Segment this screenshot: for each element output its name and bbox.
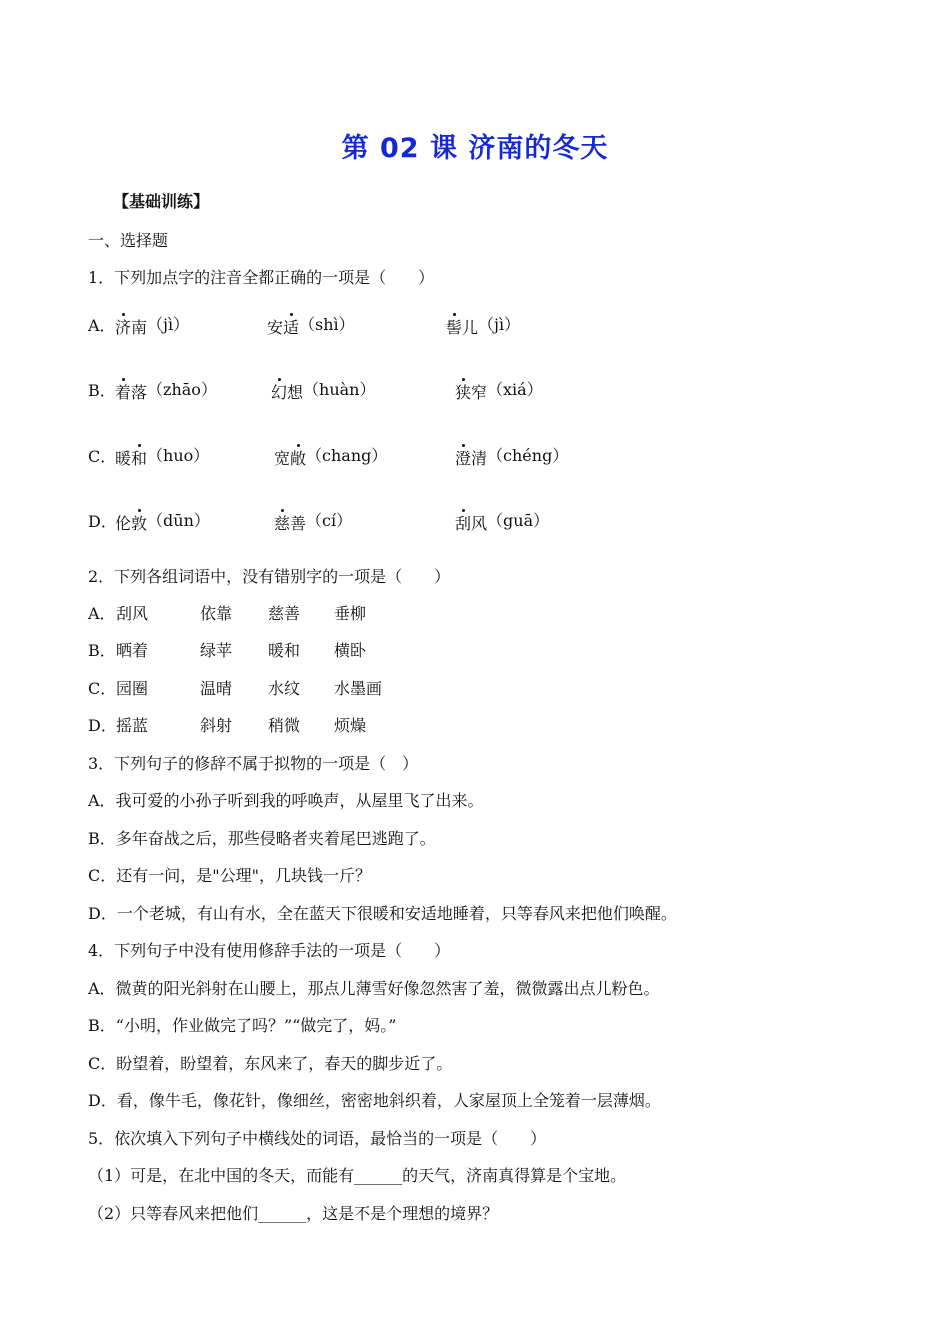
- q1-option-d-item-3: 刮风（guā）: [455, 511, 550, 533]
- q1-option-c-letter: C．: [88, 447, 117, 466]
- q1-option-a-item-3: 髻儿（jì）: [446, 315, 521, 337]
- q1-option-c-item-3: 澄清（chéng）: [455, 446, 569, 468]
- q2-stem: 2．下列各组词语中，没有错别字的一项是（ ）: [88, 567, 451, 586]
- q1-option-b-item-2: 幻想（huàn）: [271, 380, 376, 402]
- q4-option-c: C．盼望着，盼望着，东风来了，春天的脚步近了。: [88, 1054, 453, 1073]
- q1-option-c-item-1: 暖和（huo）: [115, 446, 210, 468]
- q2-option-b: B．晒着 绿苹 暖和 横卧: [88, 641, 367, 660]
- q4-option-a: A．微黄的阳光斜射在山腰上，那点儿薄雪好像忽然害了羞，微微露出点儿粉色。: [88, 979, 660, 998]
- q2-option-c: C．园圈 温晴 水纹 水墨画: [88, 679, 383, 698]
- q4-option-b: B．“小明，作业做完了吗？”“做完了，妈。”: [88, 1016, 397, 1035]
- q5-stem: 5．依次填入下列句子中横线处的词语，最恰当的一项是（ ）: [88, 1129, 547, 1148]
- q1-option-d-item-2: 慈善（cí）: [274, 511, 353, 533]
- q3-option-c: C．还有一问，是"公理"，几块钱一斤？: [88, 866, 371, 885]
- q2-option-a: A．刮风 依靠 慈善 垂柳: [88, 604, 367, 623]
- q3-option-a: A．我可爱的小孙子听到我的呼唤声，从屋里飞了出来。: [88, 791, 484, 810]
- part-heading: 一、选择题: [88, 231, 169, 250]
- q1-option-a-letter: A．: [88, 316, 116, 335]
- q2-option-d: D．摇蓝 斜射 稍微 烦燥: [88, 716, 367, 735]
- q1-option-c-item-2: 宽敞（chang）: [274, 446, 388, 468]
- q5-line-2: （2）只等春风来把他们______，这是不是个理想的境界？: [88, 1204, 499, 1223]
- q4-option-d: D．看，像牛毛，像花针，像细丝，密密地斜织着，人家屋顶上全笼着一层薄烟。: [88, 1091, 661, 1110]
- q1-option-d-letter: D．: [88, 512, 117, 531]
- q3-option-d: D．一个老城，有山有水，全在蓝天下很暖和安适地睡着，只等春风来把他们唤醒。: [88, 904, 677, 923]
- q1-option-d-item-1: 伦敦（dūn）: [115, 511, 210, 533]
- q1-option-b-item-3: 狭窄（xiá）: [455, 380, 543, 402]
- q1-option-a-item-2: 安适（shì）: [267, 315, 355, 337]
- q1-stem: 1．下列加点字的注音全都正确的一项是（ ）: [88, 268, 435, 287]
- q1-option-b-item-1: 着落（zhāo）: [115, 380, 217, 402]
- q1-option-a-item-1: 济南（jì）: [115, 315, 190, 337]
- section-heading: 【基础训练】: [113, 192, 210, 211]
- q3-stem: 3．下列句子的修辞不属于拟物的一项是（ ）: [88, 754, 419, 773]
- q4-stem: 4．下列句子中没有使用修辞手法的一项是（ ）: [88, 941, 451, 960]
- q3-option-b: B．多年奋战之后，那些侵略者夹着尾巴逃跑了。: [88, 829, 436, 848]
- q1-option-b-letter: B．: [88, 381, 116, 400]
- page-title: 第 02 课 济南的冬天: [341, 133, 609, 164]
- q5-line-1: （1）可是，在北中国的冬天，而能有______的天气，济南真得算是个宝地。: [88, 1166, 627, 1185]
